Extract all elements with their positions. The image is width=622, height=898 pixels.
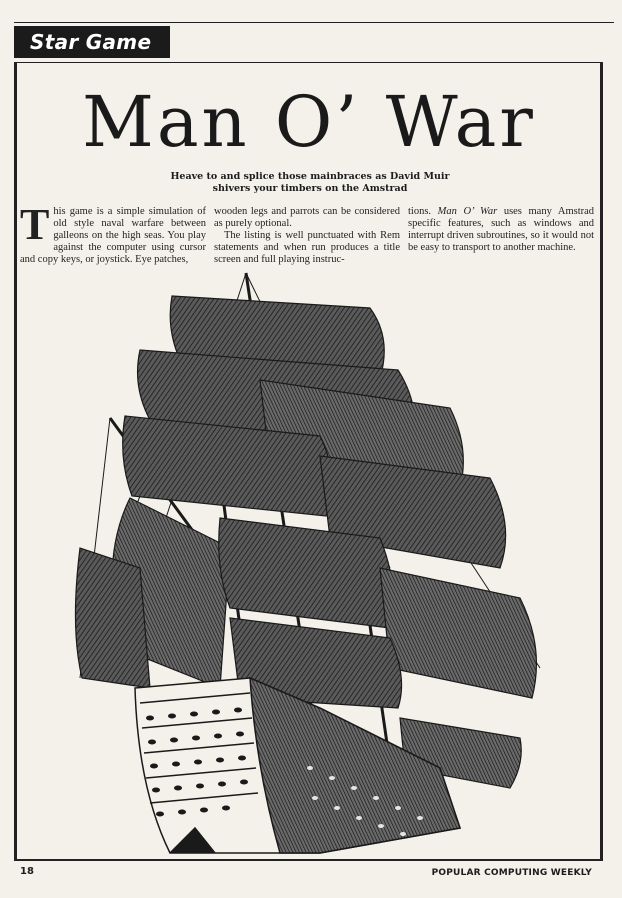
hull bbox=[135, 678, 460, 853]
standfirst-line-1: Heave to and splice those mainbraces as David Muir bbox=[170, 171, 450, 182]
article-title: Man O’ War bbox=[82, 81, 536, 163]
column-2-paragraph-2: The listing is well punctuated with Rem statements and when run produces a title screen and full playing instruc- bbox=[214, 230, 400, 265]
column-2-paragraph-1: wooden legs and parrots can be considered as purely optional. bbox=[214, 206, 400, 229]
body-column-3 bbox=[408, 206, 594, 254]
standfirst bbox=[100, 171, 520, 195]
top-rule bbox=[14, 22, 614, 23]
magazine-name: POPULAR COMPUTING WEEKLY bbox=[431, 868, 592, 878]
sailing-galleon-illustration bbox=[20, 268, 598, 858]
column-3-text-after: uses many Amstrad specific features, such as windows and interrupt driven subroutines, so it would not be easy to transport to another machine. bbox=[408, 206, 595, 253]
body-column-2 bbox=[214, 206, 400, 266]
game-name: Man O’ War bbox=[437, 206, 498, 217]
drop-cap: T bbox=[20, 200, 50, 249]
frame-top-rule bbox=[14, 62, 603, 63]
body-column-1 bbox=[20, 200, 206, 266]
frame-left-rule bbox=[14, 62, 17, 860]
page-number: 18 bbox=[20, 866, 34, 877]
section-tab: Star Game bbox=[14, 26, 170, 58]
column-1-text: his game is a simple simulation of old style naval warfare between galleons on the high seas. You play against the computer using cursor and copy keys, or joystick. Eye patches, bbox=[20, 206, 206, 265]
frame-bottom-rule bbox=[14, 859, 603, 861]
standfirst-line-2: shivers your timbers on the Amstrad bbox=[212, 183, 408, 194]
frame-right-rule bbox=[600, 62, 603, 860]
column-3-text-before: tions. bbox=[408, 206, 432, 217]
